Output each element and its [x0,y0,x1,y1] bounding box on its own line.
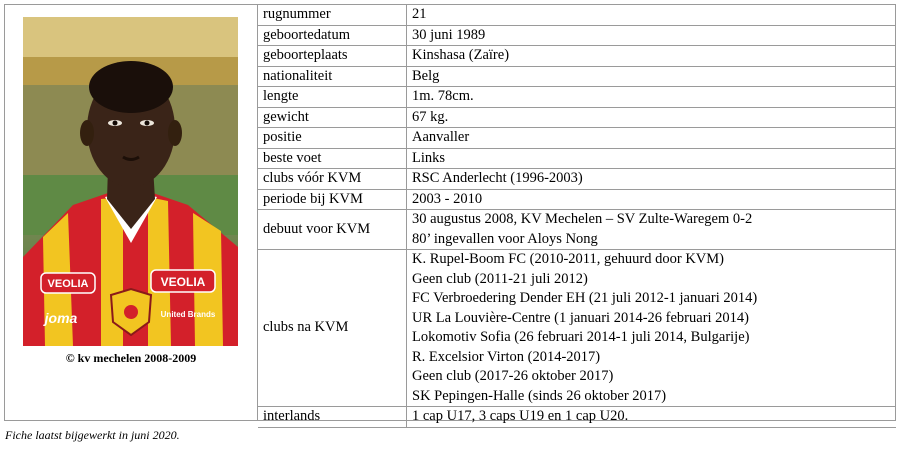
info-row [258,169,896,190]
info-row [258,46,896,67]
info-value-line: 67 kg. [412,108,449,125]
info-label: clubs na KVM [258,250,407,407]
info-value-line: RSC Anderlecht (1996-2003) [412,170,583,186]
player-info-body [258,5,896,427]
info-label: clubs vóór KVM [258,169,407,190]
info-row [258,107,896,128]
info-label: gewicht [258,107,407,128]
info-value [407,46,897,67]
info-row [258,148,896,169]
photo-caption: © kv mechelen 2008-2009 [65,351,197,365]
sleeve-sponsor: United Brands [160,310,216,319]
info-value [407,128,897,149]
info-value-line: 30 juni 1989 [412,26,486,43]
last-updated-note: Fiche laatst bijgewerkt in juni 2020. [5,428,180,442]
info-value-line: K. Rupel-Boom FC (2010-2011, gehuurd door KVM) [412,251,724,267]
info-label: nationaliteit [258,66,407,87]
info-row [258,250,896,407]
info-row [258,210,896,250]
photo-cell [5,5,257,420]
info-value-line: Aanvaller [412,129,470,145]
shirt-sponsor-left: VEOLIA [47,278,89,290]
info-row [258,87,896,108]
info-value [407,107,897,128]
info-label: rugnummer [258,5,407,25]
info-label: debuut voor KVM [258,210,407,250]
info-value [407,169,897,190]
info-value-line: FC Verbroedering Dender EH (21 juli 2012-1 januari 2014) [412,290,758,306]
info-value-line: 2003 - 2010 [412,190,483,207]
info-label: lengte [258,87,407,108]
info-value [407,87,897,108]
info-label: beste voet [258,148,407,169]
info-label: periode bij KVM [258,189,407,210]
info-value [407,148,897,169]
info-label: geboortedatum [258,25,407,46]
info-value-line: R. Excelsior Virton (2014-2017) [412,348,601,365]
player-photo [23,17,238,346]
info-value [407,66,897,87]
info-value-line: Geen club (2017-26 oktober 2017) [412,368,614,384]
info-value-line: SK Pepingen-Halle (sinds 26 oktober 2017) [412,387,667,404]
info-label: interlands [258,407,407,428]
info-value-line: Geen club (2011-21 juli 2012) [412,270,588,287]
info-value [407,407,897,428]
info-value-line: Links [412,149,446,166]
info-value [407,210,897,250]
info-value [407,189,897,210]
info-row [258,66,896,87]
player-info-table [258,5,896,428]
player-photo-illustration [23,17,238,346]
info-value-line: 1m. 78cm. [412,88,474,104]
info-value [407,250,897,407]
info-label: positie [258,128,407,149]
info-value-line: 1 cap U17, 3 caps U19 en 1 cap U20. [412,408,629,424]
info-value [407,5,897,25]
info-value-line: Kinshasa (Zaïre) [412,47,510,63]
info-row [258,25,896,46]
info-label: geboorteplaats [258,46,407,67]
info-value [407,25,897,46]
info-value-line: 30 augustus 2008, KV Mechelen – SV Zulte-Waregem 0-2 [412,211,753,227]
info-row [258,407,896,428]
kit-brand-logo: joma [44,310,78,326]
player-card [4,4,896,424]
info-value-line: UR La Louvière-Centre (1 januari 2014-26 februari 2014) [412,309,750,326]
info-row [258,128,896,149]
info-row [258,189,896,210]
info-value-line: 21 [412,6,427,22]
shirt-sponsor-right: VEOLIA [160,275,206,289]
info-row [258,5,896,25]
info-value-line: Belg [412,67,440,84]
info-value-line: 80’ ingevallen voor Aloys Nong [412,230,598,247]
info-value-line: Lokomotiv Sofia (26 februari 2014-1 juli 2014, Bulgarije) [412,329,750,345]
